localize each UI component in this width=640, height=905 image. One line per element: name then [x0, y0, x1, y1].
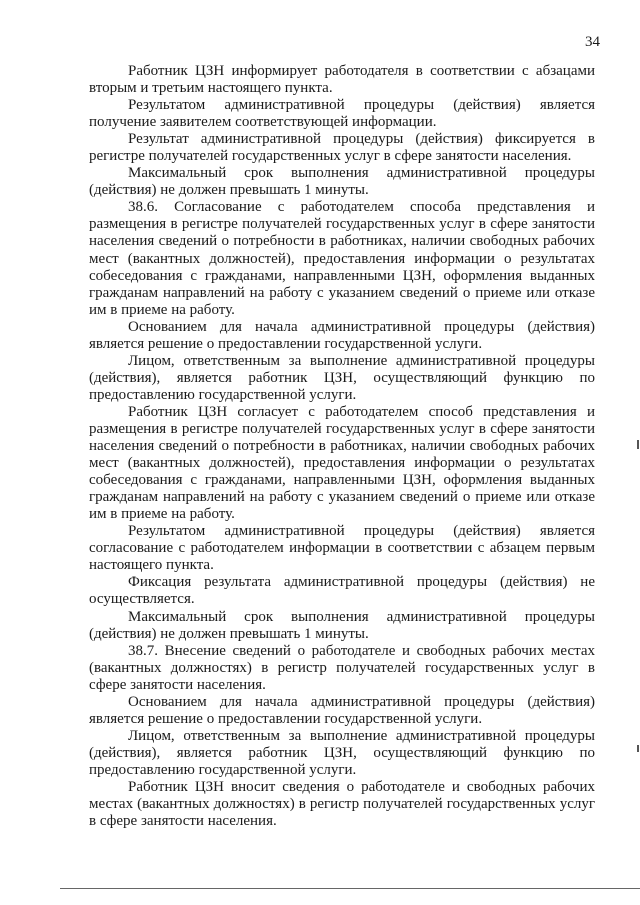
paragraph: 38.7. Внесение сведений о работодателе и свободных рабочих местах (вакантных должностях) в регистр получателей государственных услуг в сфере занятости населения. [89, 642, 595, 693]
paragraph: 38.6. Согласование с работодателем способа представления и размещения в регистре получателей государственных услуг в сфере занятости населения сведений о потребности в работниках, наличии свободных рабочих мест (вакантных должностей), предоставления информации о результатах собеседования с гражданами, направленными ЦЗН, оформления выданных гражданам направлений на работу с указанием сведений о приеме или отказе им в приеме на работу. [89, 199, 595, 318]
scan-edge-mark [637, 440, 639, 449]
paragraph: Максимальный срок выполнения административной процедуры (действия) не должен превышать 1 минуты. [89, 165, 595, 199]
paragraph: Результатом административной процедуры (действия) является согласование с работодателем информации в соответствии с абзацем первым настоящего пункта. [89, 523, 595, 574]
paragraph: Результат административной процедуры (действия) фиксируется в регистре получателей государственных услуг в сфере занятости населения. [89, 131, 595, 165]
scan-bottom-line [60, 888, 640, 889]
page-number: 34 [585, 34, 600, 50]
paragraph: Работник ЦЗН согласует с работодателем способ представления и размещения в регистре получателей государственных услуг в сфере занятости населения сведений о потребности в работниках, наличии свободных рабочих мест (вакантных должностей), предоставления информации о результатах собеседования с гражданами, направленными ЦЗН, оформления выданных гражданам направлений на работу с указанием сведений о приеме или отказе им в приеме на работу. [89, 403, 595, 523]
paragraph: Основанием для начала административной процедуры (действия) является решение о предоставлении государственной услуги. [89, 318, 595, 352]
paragraph: Фиксация результата административной процедуры (действия) не осуществляется. [89, 574, 595, 608]
paragraph: Лицом, ответственным за выполнение административной процедуры (действия), является работник ЦЗН, осуществляющий функцию по предоставлению государственной услуги. [89, 727, 595, 778]
paragraph: Основанием для начала административной процедуры (действия) является решение о предоставлении государственной услуги. [89, 693, 595, 727]
scan-edge-mark [637, 745, 639, 752]
paragraph: Работник ЦЗН информирует работодателя в соответствии с абзацами вторым и третьим настоящего пункта. [89, 63, 595, 97]
document-body [89, 63, 595, 830]
paragraph: Работник ЦЗН вносит сведения о работодателе и свободных рабочих местах (вакантных должностях) в регистр получателей государственных услуг в сфере занятости населения. [89, 778, 595, 830]
paragraph: Лицом, ответственным за выполнение административной процедуры (действия), является работник ЦЗН, осуществляющий функцию по предоставлению государственной услуги. [89, 352, 595, 403]
paragraph: Результатом административной процедуры (действия) является получение заявителем соответствующей информации. [89, 97, 595, 131]
paragraph: Максимальный срок выполнения административной процедуры (действия) не должен превышать 1 минуты. [89, 608, 595, 642]
